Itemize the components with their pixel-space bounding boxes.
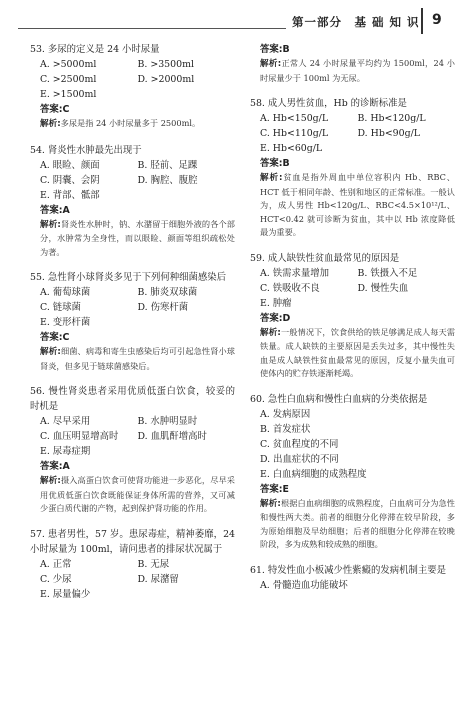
option-item: B. 铁摄入不足 [357,267,418,279]
option-item: C. 少尿 [40,573,72,585]
answer-line: 答案:B [260,158,290,169]
option-item: E. 白血病细胞的成熟程度 [260,468,367,480]
question-stem: 55. 急性肾小球肾炎多见于下列何种细菌感染后 [30,272,227,283]
option-item: E. >1500ml [40,89,97,100]
explanation-text: 贫血是指外周血中单位容积内 Hb、RBC、HCT 低于相同年龄、性别和地区的正常标准。一般认为，成人男性 Hb<120g/L、RBC<4.5×10¹²/L、HCT<0.42 就可诊断为贫血，其中以 Hb 浓度降低最为重要。 [260,172,455,237]
question-stem: 58. 成人男性贫血，Hb 的诊断标准是 [250,98,407,109]
answer-line: 答案:C [40,104,70,115]
options-list [30,57,235,102]
option-item: E. 背部、骶部 [40,189,100,201]
option-item: A. >5000ml [40,59,97,70]
option-item: B. >3500ml [137,59,194,70]
question-block [250,392,455,552]
option-item: B. 水肿明显时 [137,416,198,427]
option-item: A. 尽早采用 [40,416,91,427]
option-item: D. >2000ml [137,74,195,85]
explanation-text: 多尿是指 24 小时尿量多于 2500ml。 [60,118,201,128]
question-stem: 59. 成人缺铁性贫血最常见的原因是 [250,252,400,264]
options-list [30,557,235,602]
option-item: A. 眼睑、颜面 [40,159,100,171]
question-block [30,143,235,260]
option-item: C. 铁吸收不良 [260,282,320,294]
question-stem: 61. 特发性血小板减少性紫癜的发病机制主要是 [250,564,447,576]
question-stem: 60. 急性白血病和慢性白血病的分类依据是 [250,393,428,405]
header-divider [421,8,423,34]
question-block [30,270,235,373]
option-item: D. Hb<90g/L [357,128,420,139]
answer-line: 答案:D [260,312,291,324]
explanation-text: 肾炎性水肿时，钠、水潴留于细胞外液的各个部分，水肿常为全身性，而以眼睑、颜面等组织疏松处为著。 [40,218,235,257]
explanation-text: 正常人 24 小时尿量平均约为 1500ml，24 小时尿量少于 100ml 为无尿。 [260,58,455,83]
question-block [250,251,455,381]
option-item: C. 贫血程度的不同 [260,438,339,450]
option-item: A. 铁需求量增加 [260,267,329,279]
option-item: B. Hb<120g/L [357,113,426,124]
question-stem: 54. 肾炎性水肿最先出现于 [30,144,142,156]
options-list [250,578,455,593]
option-item: A. 正常 [40,558,72,570]
option-item: E. 变形杆菌 [40,317,91,328]
explanation-label: 解析: [40,219,61,230]
question-block [250,563,455,593]
explanation-label: 解析: [40,476,61,486]
option-item: D. 慢性失血 [357,282,409,294]
explanation [30,117,235,132]
option-item: A. Hb<150g/L [260,113,329,124]
options-list [250,407,455,482]
question-stem: 57. 患者男性，57 岁。患尿毒症，精神萎靡，24 小时尿量为 100ml，请问患者的排尿状况属于 [30,528,235,555]
explanation [250,497,455,552]
option-item: B. 首发症状 [260,423,311,435]
question-block [30,384,235,516]
explanation-label: 解析: [260,59,282,69]
explanation-text: 一般情况下，饮食供给的铁足够满足成人每天需铁量。成人缺铁的主要原因是丢失过多，其中慢性失血是成人缺铁性贫血最常见的原因，反复小量失血可使体内的贮存铁逐渐耗竭。 [260,326,455,378]
option-item: B. 胫前、足踝 [137,159,198,171]
option-item: B. 肺炎双球菌 [137,287,198,298]
explanation [30,218,235,260]
option-item: C. 链球菌 [40,302,81,313]
options-list [250,266,455,311]
options-list [30,414,235,459]
explanation-label: 解析: [260,173,283,183]
explanation-text: 根据白血病细胞的成熟程度，白血病可分为急性和慢性两大类。前者的细胞分化停滞在较早阶段，多为原始细胞及早幼细胞；后者的细胞分化停滞在较晚阶段，多为成熟和较成熟的细胞。 [260,497,455,549]
option-item: D. 尿潴留 [137,573,179,585]
explanation [30,345,235,373]
section-title: 第一部分 基 础 知 识 [286,14,426,30]
option-item: A. 发病原因 [260,408,311,420]
question-block [250,96,455,240]
question-stem: 56. 慢性肾炎患者采用优质低蛋白饮食，较妥的时机是 [30,386,235,412]
option-item: E. 尿毒症期 [40,446,91,457]
options-list [250,111,455,156]
answer-line: 答案:B [260,44,290,55]
explanation-label: 解析: [40,347,61,357]
explanation-label: 解析: [40,119,61,129]
explanation [30,474,235,516]
page-header [0,0,471,40]
option-item: B. 无尿 [137,558,170,570]
explanation-text: 细菌、病毒和寄生虫感染后均可引起急性肾小球肾炎，但多见于链球菌感染后。 [40,346,235,371]
option-item: C. >2500ml [40,74,97,85]
option-item: A. 骨髓造血功能破坏 [260,579,348,591]
options-list [30,285,235,330]
explanation [250,326,455,381]
answer-line: 答案:A [40,461,70,472]
answer-line: 答案:A [40,204,70,216]
question-block [30,527,235,602]
explanation [250,171,455,240]
option-item: D. 伤寒杆菌 [137,302,189,313]
left-column [30,42,235,613]
question-stem: 53. 多尿的定义是 24 小时尿量 [30,44,160,55]
option-item: E. 肿瘤 [260,297,292,309]
explanation-text: 摄入高蛋白饮食可使肾功能进一步恶化，尽早采用优质低蛋白饮食既能保证身体所需的营养，又可减少蛋白质代谢的产物，起到保护肾功能的作用。 [40,475,235,513]
explanation [250,57,455,85]
explanation-label: 解析: [260,498,281,509]
explanation-label: 解析: [260,327,281,338]
options-list [30,158,235,203]
option-item: D. 出血症状的不同 [260,453,339,465]
option-item: E. 尿量偏少 [40,588,91,600]
page-number: 9 [432,12,442,28]
option-item: C. Hb<110g/L [260,128,329,139]
question-block [250,42,455,85]
option-item: D. 胸腔、腹腔 [137,174,198,186]
right-column [250,42,455,604]
question-block [30,42,235,132]
answer-line: 答案:E [260,483,289,495]
option-item: E. Hb<60g/L [260,143,323,154]
option-item: C. 阴囊、会阴 [40,174,100,186]
option-item: A. 葡萄球菌 [40,287,91,298]
option-item: C. 血压明显增高时 [40,431,119,442]
answer-line: 答案:C [40,332,70,343]
option-item: D. 血肌酐增高时 [137,431,207,442]
